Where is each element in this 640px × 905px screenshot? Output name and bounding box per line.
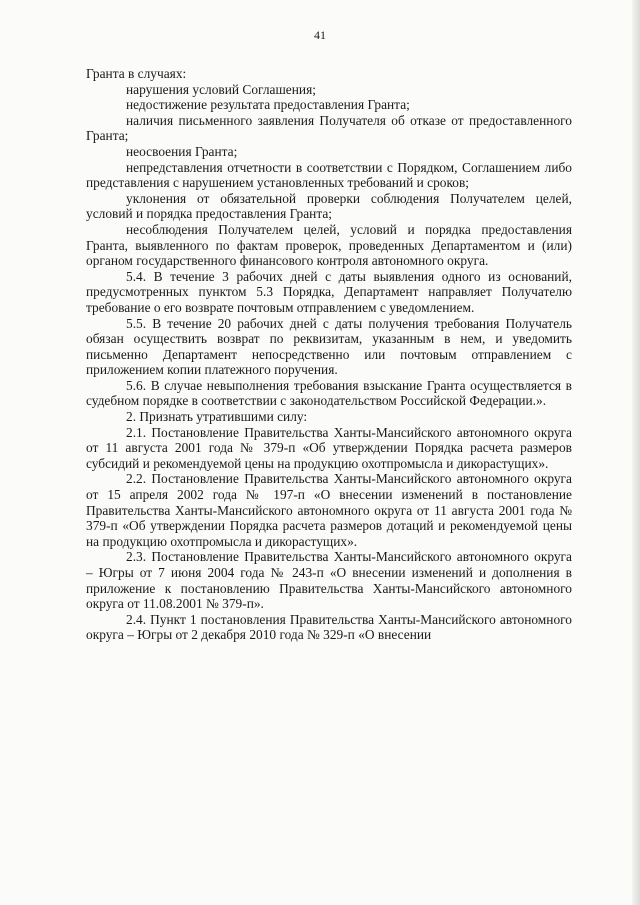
paragraph: 2.4. Пункт 1 постановления Правительства Ханты-Мансийского автономного округа – Югры от 2 декабря 2010 года № 329-п «О внесении (86, 611, 572, 643)
paragraph: 2.3. Постановление Правительства Ханты-Мансийского автономного округа – Югры от 7 июня 2004 года № 243-п «О внесении изменений и дополнения в приложение к постановлению Правительства Ханты-Мансийского автономного округа от 11.08.2001 № 379-п». (86, 549, 572, 612)
paragraph: уклонения от обязательной проверки соблюдения Получателем целей, условий и порядка предоставления Гранта; (86, 190, 572, 222)
paragraph: непредставления отчетности в соответствии с Порядком, Соглашением либо представления с нарушением установленных требований и сроков; (86, 159, 572, 191)
paragraph: недостижение результата предоставления Гранта; (126, 97, 410, 113)
paragraph: 2. Признать утратившими силу: (126, 409, 308, 425)
paragraph: наличия письменного заявления Получателя об отказе от предоставленного Гранта; (86, 112, 572, 144)
paragraph: неосвоения Гранта; (126, 143, 238, 159)
paragraph: 5.4. В течение 3 рабочих дней с даты выявления одного из оснований, предусмотренных пунктом 5.3 Порядка, Департамент направляет Получателю требование о его возврате почтовым отправлением с уведомлением. (86, 268, 572, 315)
page-number: 41 (314, 28, 326, 42)
paragraph: 5.5. В течение 20 рабочих дней с даты получения требования Получатель обязан осуществить возврат по реквизитам, указанным в нем, и уведомить письменно Департамент непосредственно или почтовым отправлением с приложением копии платежного поручения. (86, 315, 572, 378)
paragraph: Гранта в случаях: (86, 66, 187, 81)
paragraph: 2.1. Постановление Правительства Ханты-Мансийского автономного округа от 11 августа 2001 года № 379-п «Об утверждении Порядка расчета размеров субсидий и рекомендуемой цены на продукцию охотпромысла и дикорастущих». (86, 424, 572, 471)
paragraph: 5.6. В случае невыполнения требования взыскание Гранта осуществляется в судебном порядке в соответствии с законодательством Российской Федерации.». (86, 377, 572, 409)
paragraph: 2.2. Постановление Правительства Ханты-Мансийского автономного округа от 15 апреля 2002 года № 197-п «О внесении изменений в постановление Правительства Ханты-Мансийского автономного округа от 11 августа 2001 года № 379-п «Об утверждении Порядка расчета размеров дотаций и рекомендуемой цены на продукцию охотпромысла и дикорастущих». (86, 471, 572, 549)
document-body (86, 66, 572, 643)
page-edge-shadow (632, 0, 640, 905)
paragraph: несоблюдения Получателем целей, условий и порядка предоставления Гранта, выявленного по фактам проверок, проведенных Департаментом и (или) органом государственного финансового контроля автономного округа. (86, 221, 572, 269)
paragraph: нарушения условий Соглашения; (126, 81, 316, 97)
